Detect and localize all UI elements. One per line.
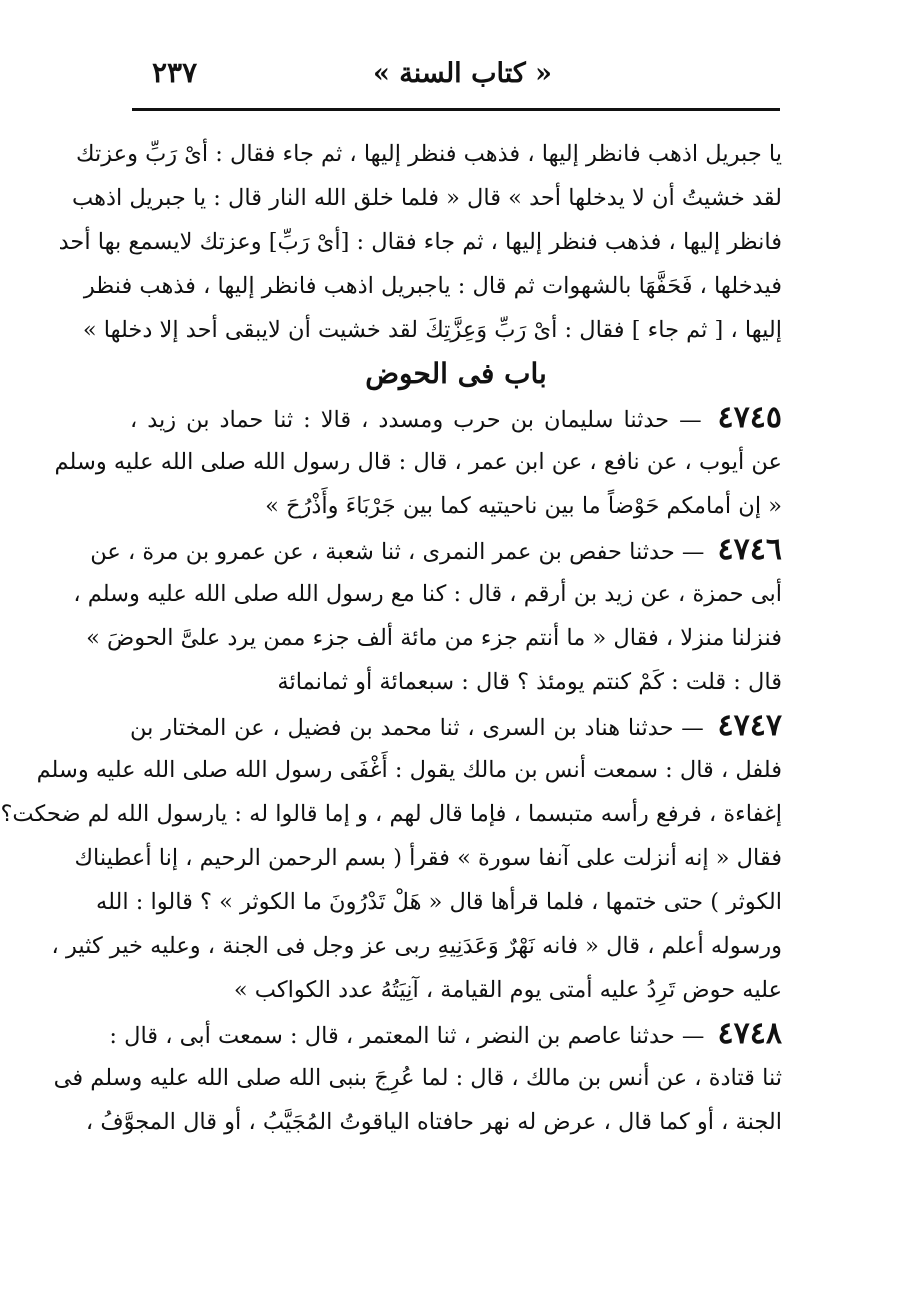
text-line: الجنة ، أو كما قال ، عرض له نهر حافتاه الياقوتُ المُجَيَّبُ ، أو قال المجوَّفُ ، <box>85 1109 782 1135</box>
hadith-first-line <box>130 396 782 440</box>
running-title: « كتاب السنة » <box>372 58 552 89</box>
text-line: عن أيوب ، عن نافع ، عن ابن عمر ، قال : قال رسول الله صلى الله عليه وسلم <box>54 449 782 475</box>
text-line: ورسوله أعلم ، قال « فانه نَهْرٌ وَعَدَنِيهِ ربى عز وجل فى الجنة ، وعليه خير كثير ، <box>51 933 782 959</box>
hadith-text: — حدثنا سليمان بن حرب ومسدد ، قالا : ثنا حماد بن زيد ، <box>130 407 702 433</box>
text-line: إليها ، [ ثم جاء ] فقال : أىْ رَبِّ وَعِزَّتِكَ لقد خشيت أن لايبقى أحد إلا دخلها » <box>82 317 782 343</box>
hadith-number: ٤٧٤٦ <box>717 532 782 567</box>
text-line: الكوثر ) حتى ختمها ، فلما قرأها قال « هَلْ تَدْرُونَ ما الكوثر » ؟ قالوا : الله <box>96 889 782 915</box>
hadith-text: — حدثنا هناد بن السرى ، ثنا محمد بن فضيل ، عن المختار بن <box>130 715 704 741</box>
text-line: « إن أمامكم حَوْضاً ما بين ناحيتيه كما بين جَرْبَاءَ وأَذْرُحَ » <box>265 493 782 519</box>
text-line: فلفل ، قال : سمعت أنس بن مالك يقول : أَغْفَى رسول الله صلى الله عليه وسلم <box>36 757 782 783</box>
text-line: أبى حمزة ، عن زيد بن أرقم ، قال : كنا مع رسول الله صلى الله عليه وسلم ، <box>73 581 782 607</box>
hadith-text: — حدثنا عاصم بن النضر ، ثنا المعتمر ، قال : سمعت أبى ، قال : <box>109 1023 705 1049</box>
text-line: إغفاءة ، فرفع رأسه متبسما ، فإما قال لهم ، و إما قالوا له : يارسول الله لم ضحكت؟ <box>0 801 782 827</box>
hadith-number: ٤٧٤٧ <box>717 708 782 743</box>
text-line: فقال « إنه أنزلت على آنفا سورة » فقرأ ( بسم الرحمن الرحيم ، إنا أعطيناك <box>74 845 782 871</box>
text-line: يا جبريل اذهب فانظر إليها ، فذهب فنظر إليها ، ثم جاء فقال : أىْ رَبِّ وعزتك <box>76 141 782 167</box>
header-rule <box>132 108 780 111</box>
hadith-first-line <box>130 704 782 748</box>
text-line: ثنا قتادة ، عن أنس بن مالك ، قال : لما عُرِجَ بنبى الله صلى الله عليه وسلم فى <box>53 1065 782 1091</box>
text-line: قال : قلت : كَمْ كنتم يومئذ ؟ قال : سبعمائة أو ثمانمائة <box>277 669 782 695</box>
hadith-first-line <box>109 1012 782 1056</box>
hadith-text: — حدثنا حفص بن عمر النمرى ، ثنا شعبة ، عن عمرو بن مرة ، عن <box>90 539 705 565</box>
text-line: فانظر إليها ، فذهب فنظر إليها ، ثم جاء فقال : [أىْ رَبِّ] وعزتك لايسمع بها أحد <box>58 229 782 255</box>
hadith-number: ٤٧٤٥ <box>717 400 782 435</box>
chapter-heading: باب فى الحوض <box>365 357 547 390</box>
text-line: فنزلنا منزلا ، فقال « ما أنتم جزء من مائة ألف جزء ممن يرد علىَّ الحوضَ » <box>86 625 782 651</box>
text-line: فيدخلها ، فَحَفَّهَا بالشهوات ثم قال : ياجبريل اذهب فانظر إليها ، فذهب فنظر <box>83 273 782 299</box>
page-number: ٢٣٧ <box>152 56 198 89</box>
text-line: لقد خشيتُ أن لا يدخلها أحد » قال « فلما خلق الله النار قال : يا جبريل اذهب <box>72 185 782 211</box>
hadith-first-line <box>90 528 782 572</box>
hadith-number: ٤٧٤٨ <box>717 1016 782 1051</box>
text-line: عليه حوض تَرِدُ عليه أمتى يوم القيامة ، آنِيَتُهُ عدد الكواكب » <box>233 977 782 1003</box>
body-text <box>0 132 782 1144</box>
page-header <box>132 52 780 102</box>
